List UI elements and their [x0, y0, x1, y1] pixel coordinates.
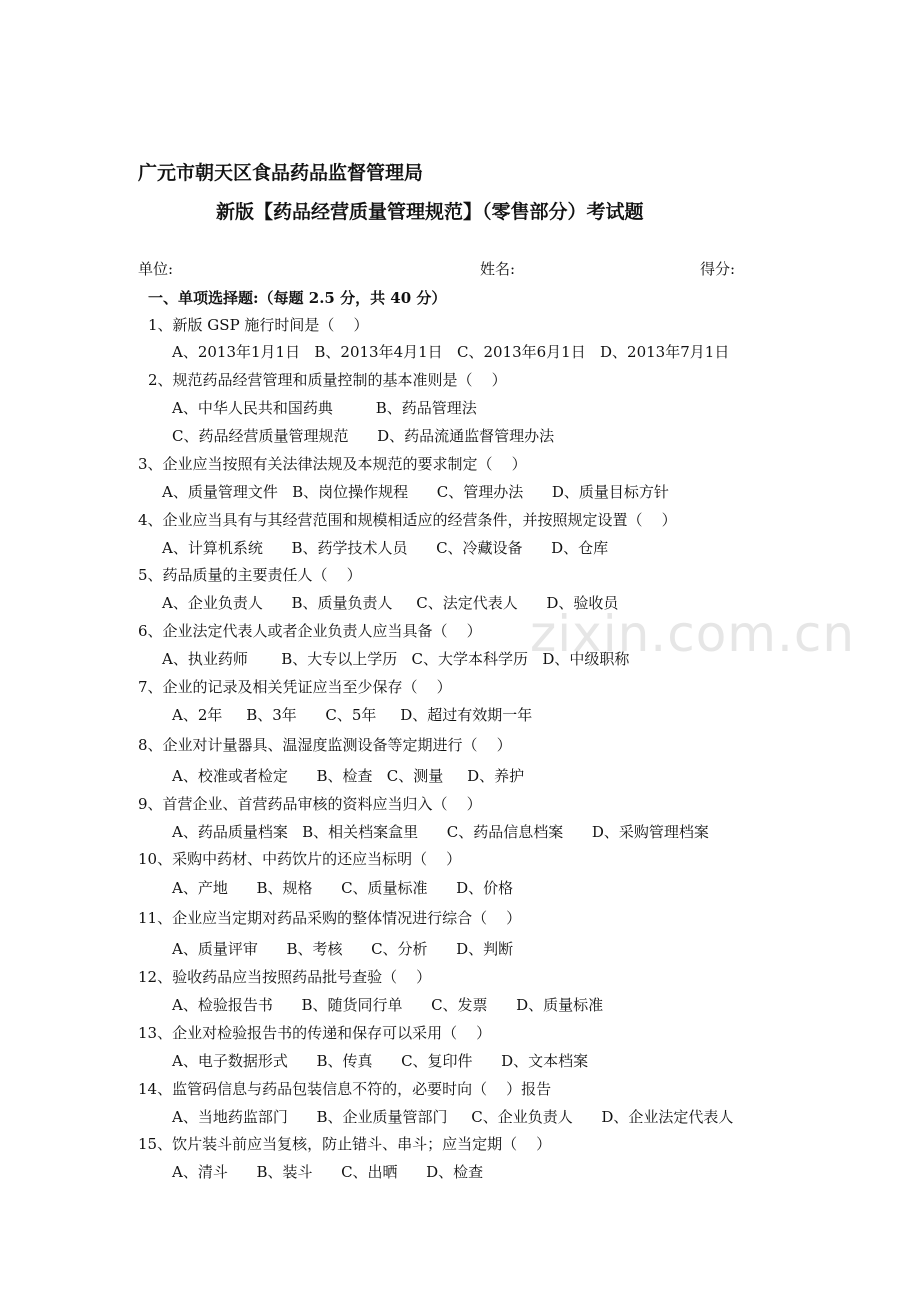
- question-13-options: A、电子数据形式 B、传真 C、复印件 D、文本档案: [172, 1052, 589, 1070]
- question-3: 3、企业应当按照有关法律法规及本规范的要求制定（ ）: [138, 455, 527, 473]
- question-6-options: A、执业药师 B、大专以上学历 C、大学本科学历 D、中级职称: [162, 650, 630, 668]
- question-2-options-a: A、中华人民共和国药典 B、药品管理法: [172, 399, 477, 417]
- question-8-options: A、校准或者检定 B、检查 C、测量 D、养护: [172, 767, 525, 785]
- question-9-options: A、药品质量档案 B、相关档案盒里 C、药品信息档案 D、采购管理档案: [172, 823, 709, 841]
- question-2: 2、规范药品经营管理和质量控制的基本准则是（ ）: [148, 371, 507, 389]
- question-5-options: A、企业负责人 B、质量负责人 C、法定代表人 D、验收员: [162, 594, 619, 612]
- section-heading: 一、单项选择题:（每题 2.5 分，共 40 分）: [148, 289, 447, 307]
- watermark: zixin.com.cn: [530, 605, 856, 663]
- question-15: 15、饮片装斗前应当复核，防止错斗、串斗；应当定期（ ）: [138, 1135, 552, 1153]
- question-7-options: A、2年 B、3年 C、5年 D、超过有效期一年: [172, 706, 533, 724]
- question-1: 1、新版 GSP 施行时间是（ ）: [148, 316, 369, 334]
- question-2-options-b: C、药品经营质量管理规范 D、药品流通监督管理办法: [172, 427, 555, 445]
- question-10: 10、采购中药材、中药饮片的还应当标明（ ）: [138, 850, 462, 868]
- organization-title: 广元市朝天区食品药品监督管理局: [138, 162, 424, 184]
- question-7: 7、企业的记录及相关凭证应当至少保存（ ）: [138, 678, 452, 696]
- question-4: 4、企业应当具有与其经营范围和规模相适应的经营条件，并按照规定设置（ ）: [138, 511, 677, 529]
- question-9: 9、首营企业、首营药品审核的资料应当归入（ ）: [138, 795, 482, 813]
- question-14-options: A、当地药监部门 B、企业质量管部门 C、企业负责人 D、企业法定代表人: [172, 1108, 734, 1126]
- question-14: 14、监管码信息与药品包装信息不符的，必要时向（ ）报告: [138, 1080, 552, 1098]
- question-11: 11、企业应当定期对药品采购的整体情况进行综合（ ）: [138, 909, 522, 927]
- question-11-options: A、质量评审 B、考核 C、分析 D、判断: [172, 940, 514, 958]
- question-8: 8、企业对计量器具、温湿度监测设备等定期进行（ ）: [138, 736, 512, 754]
- question-12-options: A、检验报告书 B、随货同行单 C、发票 D、质量标准: [172, 996, 604, 1014]
- question-5: 5、药品质量的主要责任人（ ）: [138, 566, 362, 584]
- unit-label: 单位:: [138, 260, 174, 278]
- exam-title: 新版【药品经营质量管理规范】（零售部分）考试题: [216, 201, 644, 223]
- question-1-options: A、2013年1月1日 B、2013年4月1日 C、2013年6月1日 D、2013年7月1日: [172, 343, 730, 361]
- question-12: 12、验收药品应当按照药品批号查验（ ）: [138, 968, 432, 986]
- score-label: 得分:: [700, 260, 736, 278]
- question-15-options: A、清斗 B、装斗 C、出晒 D、检查: [172, 1163, 484, 1181]
- question-10-options: A、产地 B、规格 C、质量标准 D、价格: [172, 879, 514, 897]
- question-6: 6、企业法定代表人或者企业负责人应当具备（ ）: [138, 622, 482, 640]
- question-13: 13、企业对检验报告书的传递和保存可以采用（ ）: [138, 1024, 492, 1042]
- question-3-options: A、质量管理文件 B、岗位操作规程 C、管理办法 D、质量目标方针: [162, 483, 669, 501]
- name-label: 姓名:: [480, 260, 516, 278]
- question-4-options: A、计算机系统 B、药学技术人员 C、冷藏设备 D、仓库: [162, 539, 609, 557]
